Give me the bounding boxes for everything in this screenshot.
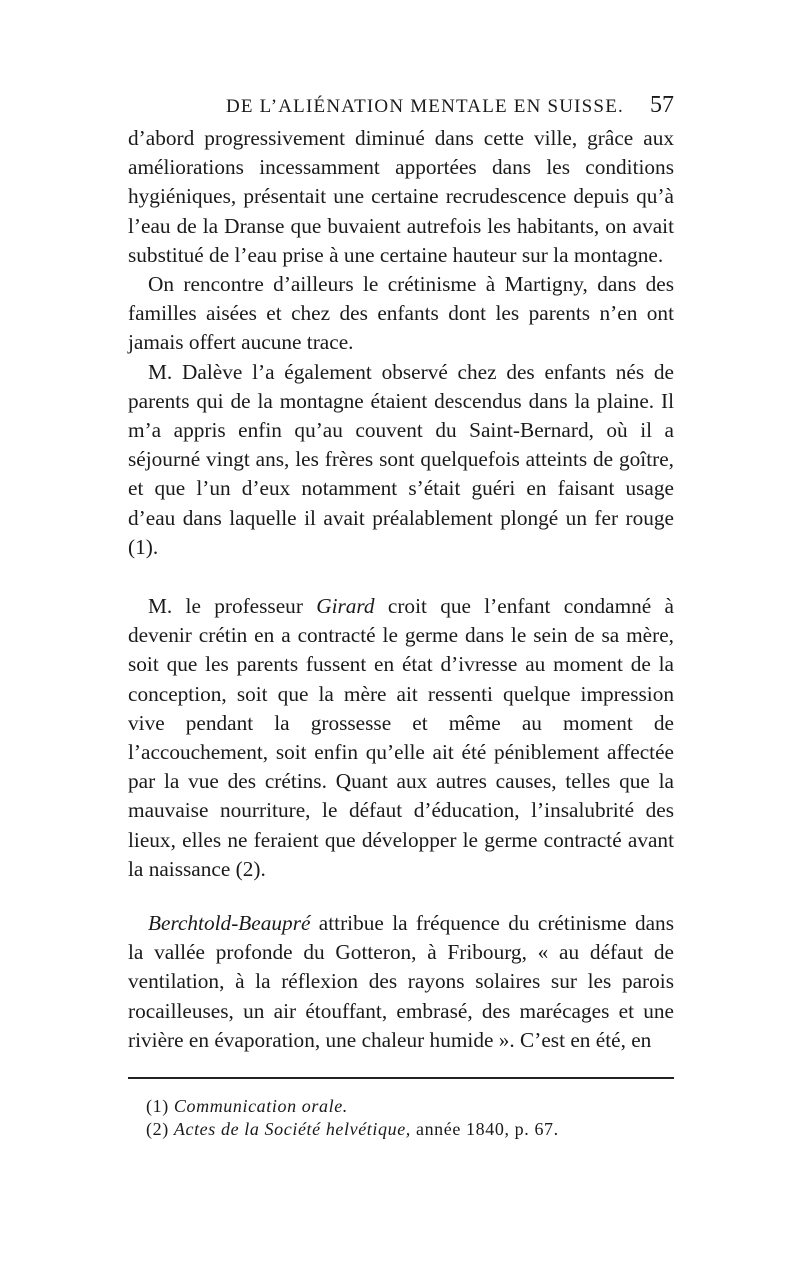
- paragraph-2: On rencontre d’ailleurs le crétinisme à Martigny, dans des familles aisées et chez des enfants dont les parents n’en ont jamais offert aucune trace.: [128, 272, 674, 355]
- paragraph-5: [128, 909, 674, 1055]
- footnote-1: [146, 1095, 674, 1118]
- footnote-1-text: Communication orale.: [173, 1096, 348, 1117]
- paragraph-1: d’abord progressivement diminué dans cette ville, grâce aux améliorations incessamment apportées dans les conditions hygiéniques, présentait une certaine recrudescence depuis qu’à l’eau de la Dranse que buvaient autrefois les habitants, on avait substitué de l’eau prise à une certaine hauteur sur la montagne.: [128, 126, 674, 267]
- footnotes: [128, 1095, 674, 1141]
- paragraph-3: M. Dalève l’a également observé chez des enfants nés de parents qui de la montagne étaient descendus dans la plaine. Il m’a appris enfin qu’au couvent du Saint-Bernard, où il a séjourné vingt ans, les frères sont quelquefois atteints de goître, et que l’un d’eux notamment s’était guéri en faisant usage d’eau dans laquelle il avait préalablement plongé un fer rouge (1).: [128, 359, 674, 559]
- book-page: [128, 92, 674, 1141]
- footnote-1-marker: (1): [146, 1096, 174, 1117]
- running-head: [128, 92, 674, 124]
- paragraph-4-text: croit que l’enfant condamné à devenir crétin en a contracté le germe dans le sein de sa mère, soit que les parents fussent en état d’ivresse au moment de la conception, soit que la mère ait ressenti quelque impression vive pendant la grossesse et même au moment de l’accouchement, soit enfin qu’elle ait été péniblement affectée par la vue des crétins. Quant aux autres causes, telles que la mauvaise nourriture, le défaut d’éducation, l’insalubrité des lieux, elles ne feraient que développer le germe contracté avant la naissance (2).: [128, 594, 674, 881]
- footnote-rule: [128, 1077, 674, 1079]
- footnote-2-reference: année 1840, p. 67.: [410, 1119, 559, 1140]
- footnote-2: [146, 1118, 674, 1141]
- footnote-2-title: Actes de la Société helvétique,: [173, 1119, 411, 1140]
- paragraph-4: [128, 592, 674, 884]
- author-name-girard: Girard: [316, 594, 375, 619]
- page-number: 57: [650, 92, 674, 118]
- paragraph-4-lead: M. le professeur: [148, 594, 317, 619]
- footnote-2-marker: (2): [146, 1119, 174, 1140]
- author-name-berchtold-beaupre: Berchtold-Beaupré: [148, 911, 311, 936]
- running-head-title: DE L’ALIÉNATION MENTALE EN SUISSE.: [226, 96, 624, 117]
- paragraph-5-text: attribue la fréquence du crétinisme dans la vallée profonde du Gotteron, à Fribourg, « au défaut de ventilation, à la réflexion des rayons solaires sur les parois rocailleuses, un air étouffant, embrasé, des marécages et une rivière en évaporation, une chaleur humide ». C’est en été, en: [128, 911, 674, 1052]
